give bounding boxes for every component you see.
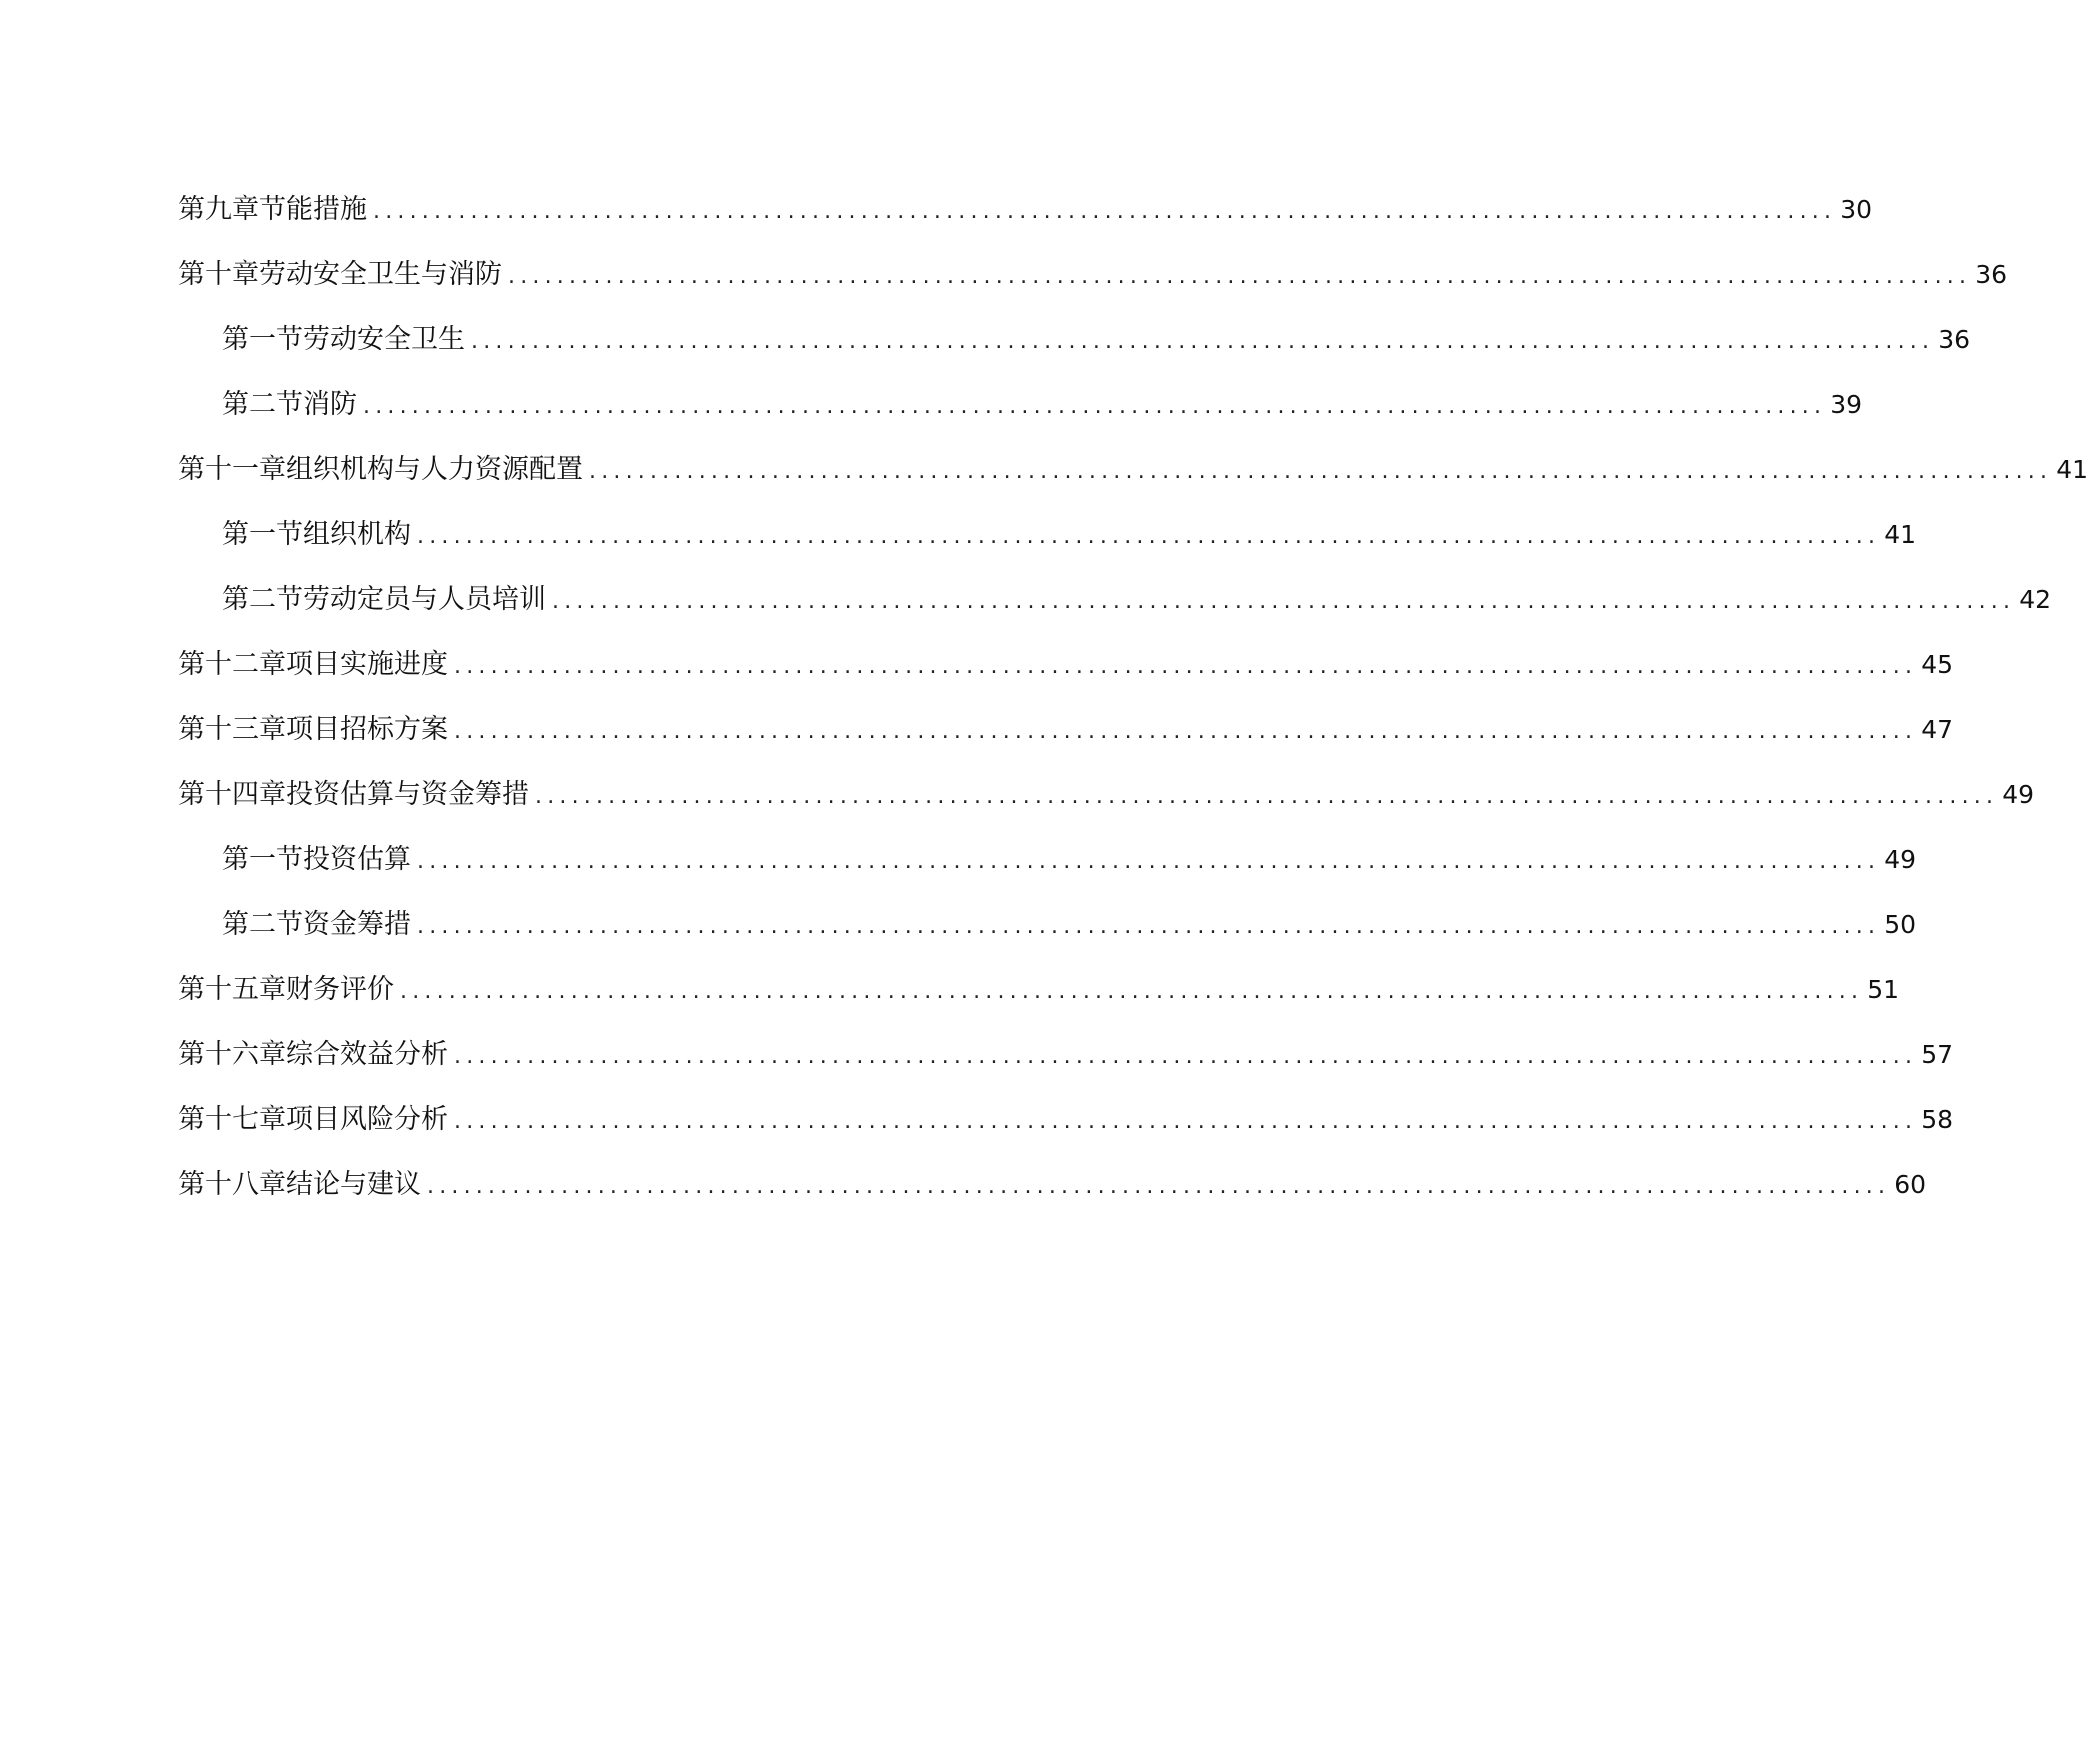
toc-dot-leader: ........................................................................................................................ [535,784,1999,809]
toc-entry-label: 第二节 [222,584,303,615]
toc-entry-title: 消防 [303,389,357,420]
toc-entry-title: 劳动定员与人员培训 [303,584,546,615]
toc-page-number: 49 [1884,845,1916,874]
toc-page-number: 41 [1884,520,1916,549]
toc-chapter-row[interactable] [178,188,1872,253]
toc-chapter-row[interactable] [178,1098,1953,1163]
toc-chapter-row[interactable] [178,643,1953,708]
toc-chapter-row[interactable] [178,253,2007,318]
toc-dot-leader: ........................................................................................................................ [454,719,1918,744]
toc-entry-label: 第一节 [222,844,303,875]
toc-page-number: 58 [1921,1105,1953,1134]
toc-entry-label: 第十五章 [178,974,286,1005]
toc-entry-title: 投资估算与资金筹措 [286,779,529,810]
toc-dot-leader: ........................................................................................................................ [589,459,2053,484]
toc-dot-leader: ........................................................................................................................ [417,849,1881,874]
toc-dot-leader: ........................................................................................................................ [417,914,1881,939]
table-of-contents [178,188,2088,1228]
toc-page-number: 42 [2019,585,2051,614]
toc-page-number: 47 [1921,715,1953,744]
toc-dot-leader: ........................................................................................................................ [427,1174,1891,1199]
toc-chapter-row[interactable] [178,773,2034,838]
toc-page-number: 41 [2056,455,2088,484]
toc-chapter-row[interactable] [178,708,1953,773]
toc-page-number: 30 [1840,195,1872,224]
toc-dot-leader: ........................................................................................................................ [508,264,1972,289]
toc-entry-label: 第十二章 [178,649,286,680]
toc-entry-label: 第二节 [222,909,303,940]
toc-entry-title: 财务评价 [286,974,394,1005]
toc-page-number: 57 [1921,1040,1953,1069]
toc-dot-leader: ........................................................................................................................ [363,394,1827,419]
toc-entry-title: 节能措施 [259,194,367,225]
toc-dot-leader: ........................................................................................................................ [454,1109,1918,1134]
toc-section-row[interactable] [178,838,1916,903]
toc-section-row[interactable] [178,513,1916,578]
toc-entry-label: 第二节 [222,389,303,420]
toc-entry-label: 第十章 [178,259,259,290]
toc-chapter-row[interactable] [178,448,2088,513]
toc-entry-label: 第一节 [222,324,303,355]
toc-entry-label: 第十三章 [178,714,286,745]
toc-dot-leader: ........................................................................................................................ [552,589,2016,614]
toc-entry-label: 第九章 [178,194,259,225]
toc-page-number: 45 [1921,650,1953,679]
toc-entry-title: 组织机构与人力资源配置 [286,454,583,485]
toc-chapter-row[interactable] [178,968,1899,1033]
toc-entry-label: 第十八章 [178,1169,286,1200]
toc-chapter-row[interactable] [178,1033,1953,1098]
toc-entry-title: 劳动安全卫生与消防 [259,259,502,290]
toc-dot-leader: ........................................................................................................................ [417,524,1881,549]
toc-section-row[interactable] [178,903,1916,968]
toc-page-number: 49 [2002,780,2034,809]
toc-section-row[interactable] [178,383,1862,448]
toc-chapter-row[interactable] [178,1163,1926,1228]
toc-page-number: 36 [1975,260,2007,289]
toc-dot-leader: ........................................................................................................................ [400,979,1864,1004]
toc-entry-title: 综合效益分析 [286,1039,448,1070]
toc-dot-leader: ........................................................................................................................ [373,199,1837,224]
toc-entry-title: 投资估算 [303,844,411,875]
toc-page-number: 50 [1884,910,1916,939]
toc-entry-label: 第十七章 [178,1104,286,1135]
toc-entry-title: 项目风险分析 [286,1104,448,1135]
toc-section-row[interactable] [178,578,2051,643]
toc-entry-title: 劳动安全卫生 [303,324,465,355]
toc-dot-leader: ........................................................................................................................ [454,1044,1918,1069]
toc-dot-leader: ........................................................................................................................ [454,654,1918,679]
toc-entry-label: 第十一章 [178,454,286,485]
toc-page-number: 36 [1938,325,1970,354]
toc-entry-label: 第十四章 [178,779,286,810]
toc-section-row[interactable] [178,318,1970,383]
toc-entry-label: 第一节 [222,519,303,550]
toc-entry-title: 项目招标方案 [286,714,448,745]
toc-entry-title: 组织机构 [303,519,411,550]
toc-page-number: 39 [1830,390,1862,419]
toc-page-number: 51 [1867,975,1899,1004]
toc-entry-title: 结论与建议 [286,1169,421,1200]
toc-entry-title: 资金筹措 [303,909,411,940]
toc-entry-label: 第十六章 [178,1039,286,1070]
toc-page-number: 60 [1894,1170,1926,1199]
toc-entry-title: 项目实施进度 [286,649,448,680]
toc-dot-leader: ........................................................................................................................ [471,329,1935,354]
